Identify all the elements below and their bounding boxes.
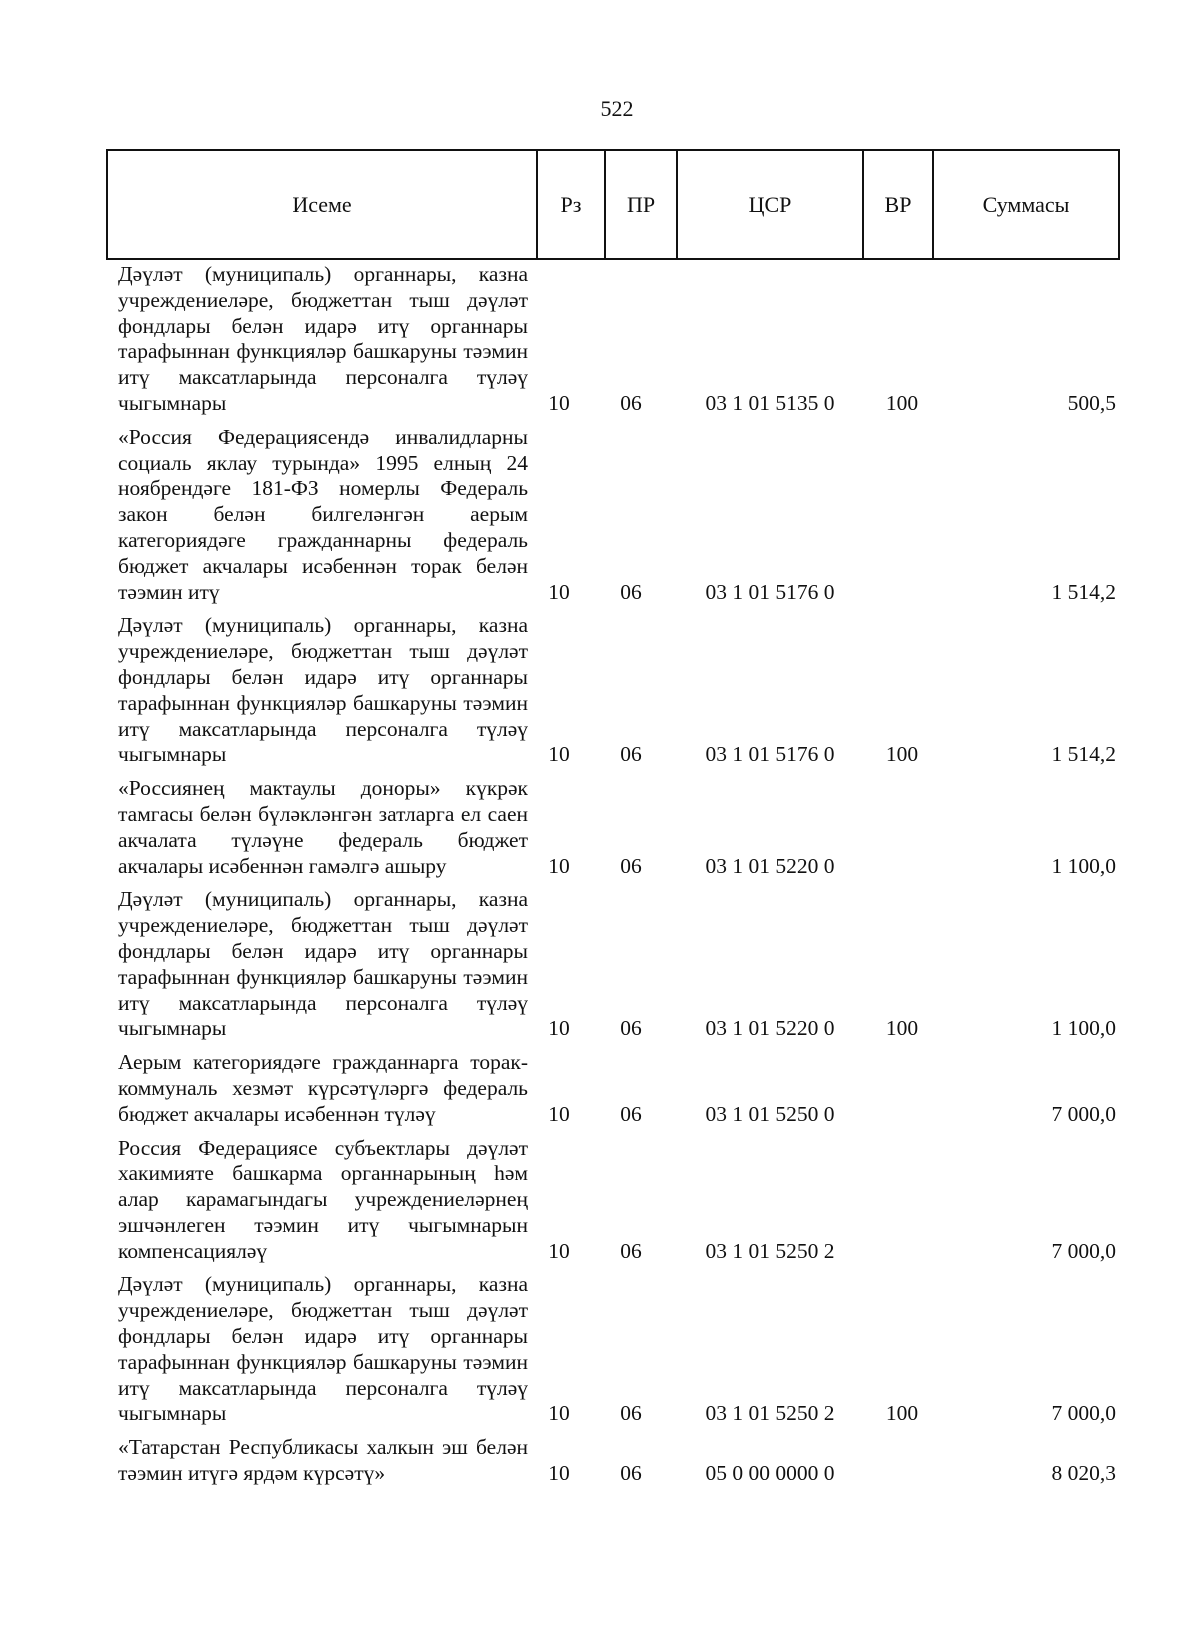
row-pr: 06 <box>620 1238 642 1263</box>
row-csr: 03 1 01 5250 2 <box>705 1401 835 1426</box>
row-name: Аерым категориядәге гражданнарга торак-коммуналь хезмәт күрсәтүләргә федераль бюджет акчалары исәбеннән түләү <box>118 1050 528 1126</box>
table-row <box>118 1272 1120 1427</box>
row-pr: 06 <box>620 1016 642 1041</box>
row-rz: 10 <box>548 853 570 878</box>
row-sum: 1 514,2 <box>1051 742 1116 767</box>
row-csr: 05 0 00 0000 0 <box>705 1461 835 1486</box>
table-row <box>118 613 1120 768</box>
row-name: Дәүләт (муниципаль) органнары, казна учреждениеләре, бюджеттан тыш дәүләт фондлары белән идарә итү органнары тарафыннан функцияләр башкаруны тәэмин итү максатларында персоналга түләү чыгымнары <box>118 613 528 767</box>
table-header <box>106 149 1120 260</box>
row-name: Дәүләт (муниципаль) органнары, казна учреждениеләре, бюджеттан тыш дәүләт фондлары белән идарә итү органнары тарафыннан функцияләр башкаруны тәэмин итү максатларында персоналга түләү чыгымнары <box>118 262 528 415</box>
row-rz: 10 <box>548 390 570 415</box>
row-csr: 03 1 01 5220 0 <box>705 853 835 878</box>
row-name: «Россия Федерациясендә инвалидларны социаль яклау турында» 1995 елның 24 ноябрендәге 181-ФЗ номерлы Федераль закон белән билгеләнгән аерым категориядәге гражданнарны федераль бюджет акчалары исәбеннән торак белән тәэмин итү <box>118 424 528 604</box>
row-csr: 03 1 01 5250 2 <box>705 1238 835 1263</box>
row-pr: 06 <box>620 1401 642 1426</box>
row-pr: 06 <box>620 1101 642 1126</box>
table-row <box>118 776 1120 879</box>
table-body <box>118 262 1120 1495</box>
row-sum: 500,5 <box>1067 390 1116 415</box>
row-pr: 06 <box>620 390 642 415</box>
row-name: Дәүләт (муниципаль) органнары, казна учреждениеләре, бюджеттан тыш дәүләт фондлары белән идарә итү органнары тарафыннан функцияләр башкаруны тәэмин итү максатларында персоналга түләү чыгымнары <box>118 1272 528 1426</box>
column-header-csr: ЦСР <box>677 150 863 259</box>
row-name: «Татарстан Республикасы халкын эш белән тәэмин итүгә ярдәм күрсәтү» <box>118 1435 528 1486</box>
row-rz: 10 <box>548 742 570 767</box>
row-name: Дәүләт (муниципаль) органнары, казна учреждениеләре, бюджеттан тыш дәүләт фондлары белән идарә итү органнары тарафыннан функцияләр башкаруны тәэмин итү максатларында персоналга түләү чыгымнары <box>118 887 528 1041</box>
row-sum: 7 000,0 <box>1051 1101 1116 1126</box>
row-vr: 100 <box>885 742 919 767</box>
row-sum: 7 000,0 <box>1051 1401 1116 1426</box>
row-rz: 10 <box>548 1101 570 1126</box>
row-sum: 1 514,2 <box>1051 579 1116 604</box>
row-vr: 100 <box>885 1016 919 1041</box>
column-header-pr: ПР <box>605 150 677 259</box>
column-header-rz: Рз <box>537 150 605 259</box>
table-row <box>118 262 1120 417</box>
row-csr: 03 1 01 5220 0 <box>705 1016 835 1041</box>
row-sum: 1 100,0 <box>1051 853 1116 878</box>
row-sum: 1 100,0 <box>1051 1016 1116 1041</box>
page-number: 522 <box>600 96 634 121</box>
row-csr: 03 1 01 5176 0 <box>705 742 835 767</box>
table-row <box>118 1050 1120 1127</box>
row-csr: 03 1 01 5250 0 <box>705 1101 835 1126</box>
row-csr: 03 1 01 5176 0 <box>705 579 835 604</box>
row-pr: 06 <box>620 1461 642 1486</box>
row-vr: 100 <box>885 390 919 415</box>
table-row <box>118 1136 1120 1265</box>
column-header-name: Исеме <box>107 150 537 259</box>
column-header-sum: Суммасы <box>933 150 1119 259</box>
row-rz: 10 <box>548 1016 570 1041</box>
column-header-vr: ВР <box>863 150 933 259</box>
table-row <box>118 425 1120 606</box>
row-name: «Россиянең мактаулы доноры» күкрәк тамгасы белән бүләкләнгән затларга ел саен акчалата түләүне федераль бюджет акчалары исәбеннән гамәлгә ашыру <box>118 776 528 878</box>
row-name: Россия Федерациясе субъектлары дәүләт хакимияте башкарма органнарының һәм алар карамагындагы учреждениеләрнең эшчәнлеген тәэмин итү чыгымнарын компенсацияләү <box>118 1135 528 1263</box>
row-pr: 06 <box>620 853 642 878</box>
row-pr: 06 <box>620 742 642 767</box>
row-sum: 8 020,3 <box>1051 1461 1116 1486</box>
row-rz: 10 <box>548 1401 570 1426</box>
row-rz: 10 <box>548 1238 570 1263</box>
row-csr: 03 1 01 5135 0 <box>705 390 835 415</box>
row-vr: 100 <box>885 1401 919 1426</box>
row-sum: 7 000,0 <box>1051 1238 1116 1263</box>
table-row <box>118 887 1120 1042</box>
row-pr: 06 <box>620 579 642 604</box>
table-row <box>118 1435 1120 1487</box>
row-rz: 10 <box>548 1461 570 1486</box>
row-rz: 10 <box>548 579 570 604</box>
